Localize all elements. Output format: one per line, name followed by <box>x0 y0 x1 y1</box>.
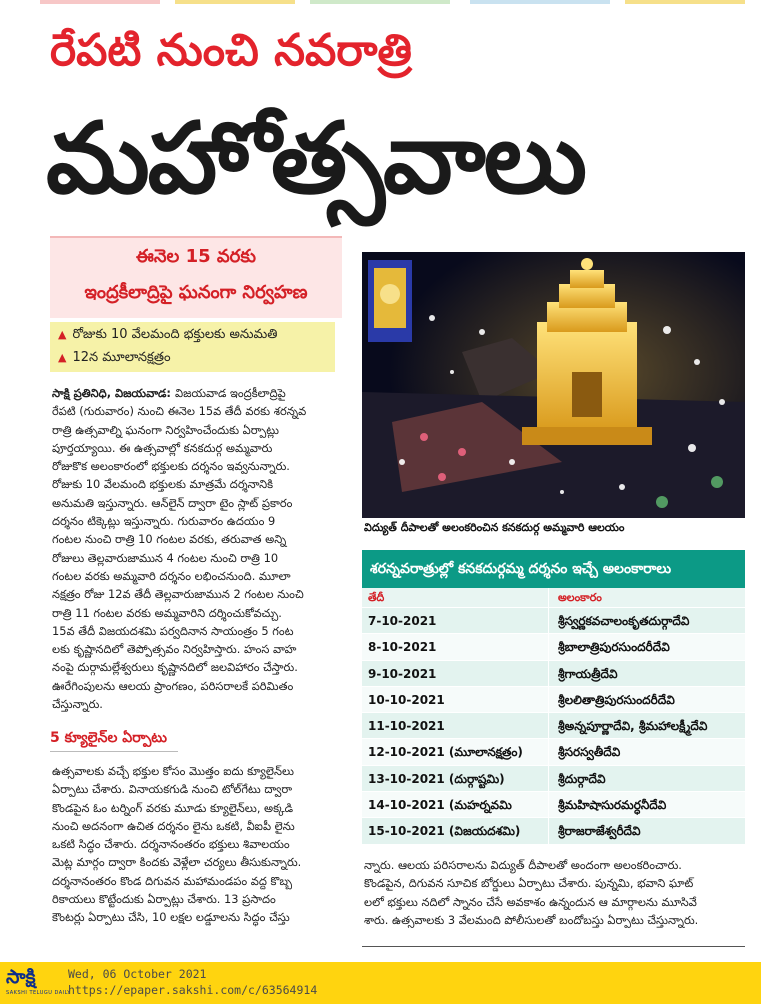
cell-date: 15-10-2021 (విజయదశమి) <box>368 824 521 839</box>
article-line: 15వ తేదీ విజయదశమి పర్వదినాన సాయంత్రం 5 గంట <box>52 623 294 638</box>
article-line: గంటల వరకు అమ్మవారి దర్శనం లభించనుంది. మూలా <box>52 568 291 583</box>
cell-date: 14-10-2021 (మహర్నవమి <box>368 798 512 813</box>
article-line: సాక్షి ప్రతినిధి, విజయవాడ: విజయవాడ ఇంద్రకీలాద్రిపై <box>52 386 286 400</box>
article-line: రాత్రి ఉత్సవాల్ని ఘనంగా నిర్వహించేందుకు ఏర్పాట్లు <box>52 422 279 437</box>
cell-date: 10-10-2021 <box>368 692 445 707</box>
cell-alankaram: శ్రీసరస్వతీదేవి <box>558 745 621 760</box>
article-line: నంపై దుర్గామల్లేశ్వరులు కృష్ణానదిలో జలవిహారం చేస్తారు. <box>52 660 298 675</box>
table-row <box>362 766 745 792</box>
table-row <box>362 608 745 634</box>
article-line: ఊరేగింపులను ఆలయ ప్రాంగణం, పరిసరాలకే పరిమితం <box>52 678 294 693</box>
article-line: పూర్తయ్యాయి. ఈ ఉత్సవాల్లో కనకదుర్గ అమ్మవారు <box>52 440 273 455</box>
article-line: శారు. ఉత్సవాలకు 3 వేలమంది పోలీసులతో బందోబస్తు ఏర్పాటు చేస్తున్నారు. <box>364 912 699 927</box>
cell-alankaram: శ్రీగాయత్రీదేవి <box>558 666 618 681</box>
table-row <box>362 687 745 713</box>
cell-date: 11-10-2021 <box>368 719 445 734</box>
article-line: రోజుకు 10 వేలమంది భక్తులకు మాత్రమే దర్శనానికి <box>52 477 274 492</box>
table-row <box>362 818 745 844</box>
edition-date: Wed, 06 October 2021 <box>68 967 207 981</box>
article-body <box>52 384 342 713</box>
cell-alankaram: శ్రీదుర్గాదేవి <box>558 771 606 786</box>
article-line: న్నారు. ఆలయ పరిసరాలను విద్యుత్ దీపాలతో అందంగా అలంకరించారు. <box>364 858 682 872</box>
divider <box>362 946 745 947</box>
article-line: గంటల నుంచి రాత్రి 10 గంటల వరకు, తరువాత అన్ని <box>52 532 287 547</box>
cell-date: 13-10-2021 (దుర్గాష్టమి) <box>368 771 505 786</box>
article-line: నక్షత్రం రోజు 12వ తేదీ తెల్లవారుజామున 2 గంటల నుంచి <box>52 587 304 602</box>
subheadline-box <box>50 236 342 318</box>
article-line: కొండపైన ఓం టర్నింగ్ వరకు మూడు క్యూలైన్‌లు, అక్కడి <box>52 800 294 815</box>
top-color-strip <box>0 0 761 4</box>
dateline: సాక్షి ప్రతినిధి, విజయవాడ: <box>52 386 175 400</box>
photo-caption: విద్యుత్ దీపాలతో అలంకరించిన కనకదుర్గ అమ్మవారి ఆలయం <box>364 521 625 534</box>
highlights-box <box>50 322 335 372</box>
article-line: ఉత్సవాలకు వచ్చే భక్తుల కోసం మొత్తం ఐదు క్యూలైన్‌లు <box>52 764 294 778</box>
article-line: రాత్రి 11 గంటల వరకు అమ్మవారిని దర్శించుకోవచ్చు. <box>52 605 282 620</box>
cell-date: 9-10-2021 <box>368 666 437 681</box>
temple-illustration <box>362 252 745 518</box>
cell-alankaram: శ్రీఅన్నపూర్ణాదేవి, శ్రీమహాలక్ష్మీదేవి <box>558 719 708 734</box>
cell-date: 7-10-2021 <box>368 614 437 628</box>
queue-section-body <box>52 762 342 927</box>
cell-alankaram: శ్రీస్వర్ణకవచాలంకృతదుర్గాదేవి <box>558 614 690 628</box>
logo-subtext: SAKSHI TELUGU DAILY <box>6 990 71 996</box>
article-line: నుంచి అదనంగా ఉచిత దర్శనం లైను ఒకటి, వీఐపీ లైను <box>52 818 295 833</box>
article-line: దర్శనం టిక్కెట్లు ఇస్తున్నారు. గురువారం ఉదయం 9 <box>52 514 276 529</box>
article-line: దర్శనానంతరం కొండ దిగువన మహామండపం వద్ద కొబ్బ <box>52 873 293 888</box>
cell-date: 12-10-2021 (మూలానక్షత్రం) <box>368 745 523 760</box>
alankaram-table <box>362 588 745 845</box>
article-line: రికాయలు కొట్టేందుకు ఏర్పాట్లు చేశారు. 13 ప్రసాదం <box>52 892 276 907</box>
kicker-headline: రేపటి నుంచి నవరాత్రి <box>50 25 412 76</box>
subheadline-line-2: ఇంద్రకీలాద్రిపై ఘనంగా నిర్వహణ <box>84 282 308 303</box>
epaper-link[interactable]: https://epaper.sakshi.com/c/63564914 <box>68 983 318 997</box>
article-line: కౌంటర్లు ఏర్పాటు చేసి, 10 లక్షల లడ్డూలను సిద్ధం చేస్తు <box>52 910 290 925</box>
table-header-row <box>362 588 745 608</box>
logo-text: సాక్షి <box>6 966 36 988</box>
column-header-date: తేదీ <box>368 591 385 604</box>
queue-section-title: 5 క్యూలైన్‌ల ఏర్పాటు <box>50 730 178 752</box>
article-line: రేపటి (గురువారం) నుంచి ఈనెల 15వ తేదీ వరకు శరన్నవ <box>52 404 307 419</box>
cell-date: 8-10-2021 <box>368 640 437 655</box>
article-line: లకు కృష్ణానదిలో తెప్పోత్సవం నిర్వహిస్తారు. హంస వాహ <box>52 642 297 657</box>
column-header-alankaram: అలంకారం <box>558 591 602 604</box>
article-line: చేస్తున్నారు. <box>52 697 103 712</box>
highlight-item: ▲ రోజుకు 10 వేలమంది భక్తులకు అనుమతి <box>58 327 278 342</box>
triangle-bullet-icon: ▲ <box>58 351 67 364</box>
article-line: కొండపైన, దిగువన సూచిక బోర్డులు ఏర్పాటు చేశారు. పున్నమి, భవాని ఘాట్ <box>364 876 694 891</box>
article-continuation <box>364 856 746 929</box>
cell-alankaram: శ్రీబాలాత్రిపురసుందరీదేవి <box>558 640 670 655</box>
alankaram-table-title: శరన్నవరాత్రుల్లో కనకదుర్గమ్మ దర్శనం ఇచ్చే అలంకారాలు <box>362 550 745 588</box>
article-line: ఏర్పాటు చేశారు. వినాయకగుడి నుంచి టోల్‌గేటు ద్వారా <box>52 782 293 797</box>
cell-alankaram: శ్రీలలితాత్రిపురసుందరీదేవి <box>558 692 675 707</box>
cell-alankaram: శ్రీమహిషాసురమర్ధనీదేవి <box>558 798 667 813</box>
subheadline-line-1: ఈనెల 15 వరకు <box>136 246 256 267</box>
table-row <box>362 739 745 765</box>
highlight-item: ▲ 12న మూలానక్షత్రం <box>58 350 171 365</box>
article-line: అనుమతి ఇస్తున్నారు. ఆన్‌లైన్ ద్వారా టైం స్లాట్ ప్రకారం <box>52 495 293 510</box>
triangle-bullet-icon: ▲ <box>58 328 67 341</box>
article-line: లలో భక్తులు నదిలో స్నానం చేసే అవకాశం ఉన్నందున ఆ మార్గాలను మూసివే <box>364 894 697 909</box>
table-row <box>362 661 745 687</box>
cell-alankaram: శ్రీరాజరాజేశ్వరీదేవి <box>558 824 641 839</box>
article-line: ఒకటి సిద్ధం చేశారు. దర్శనానంతరం భక్తులు శివాలయం <box>52 837 290 852</box>
article-line: రోజుకొక అలంకారంలో భక్తులకు దర్శనం ఇవ్వనున్నారు. <box>52 459 290 474</box>
main-headline: మహోత్సవాలు <box>46 102 585 216</box>
sakshi-logo[interactable] <box>2 964 71 1002</box>
article-line: మెట్ల మార్గం ద్వారా కిందకు వెళ్లేలా చర్యలు తీసుకున్నారు. <box>52 855 302 870</box>
table-row <box>362 792 745 818</box>
temple-photo <box>362 252 745 518</box>
article-line: రోజులు తెల్లవారుజామున 4 గంటల నుంచి రాత్రి 10 <box>52 550 279 565</box>
table-row <box>362 634 745 660</box>
table-row <box>362 713 745 739</box>
